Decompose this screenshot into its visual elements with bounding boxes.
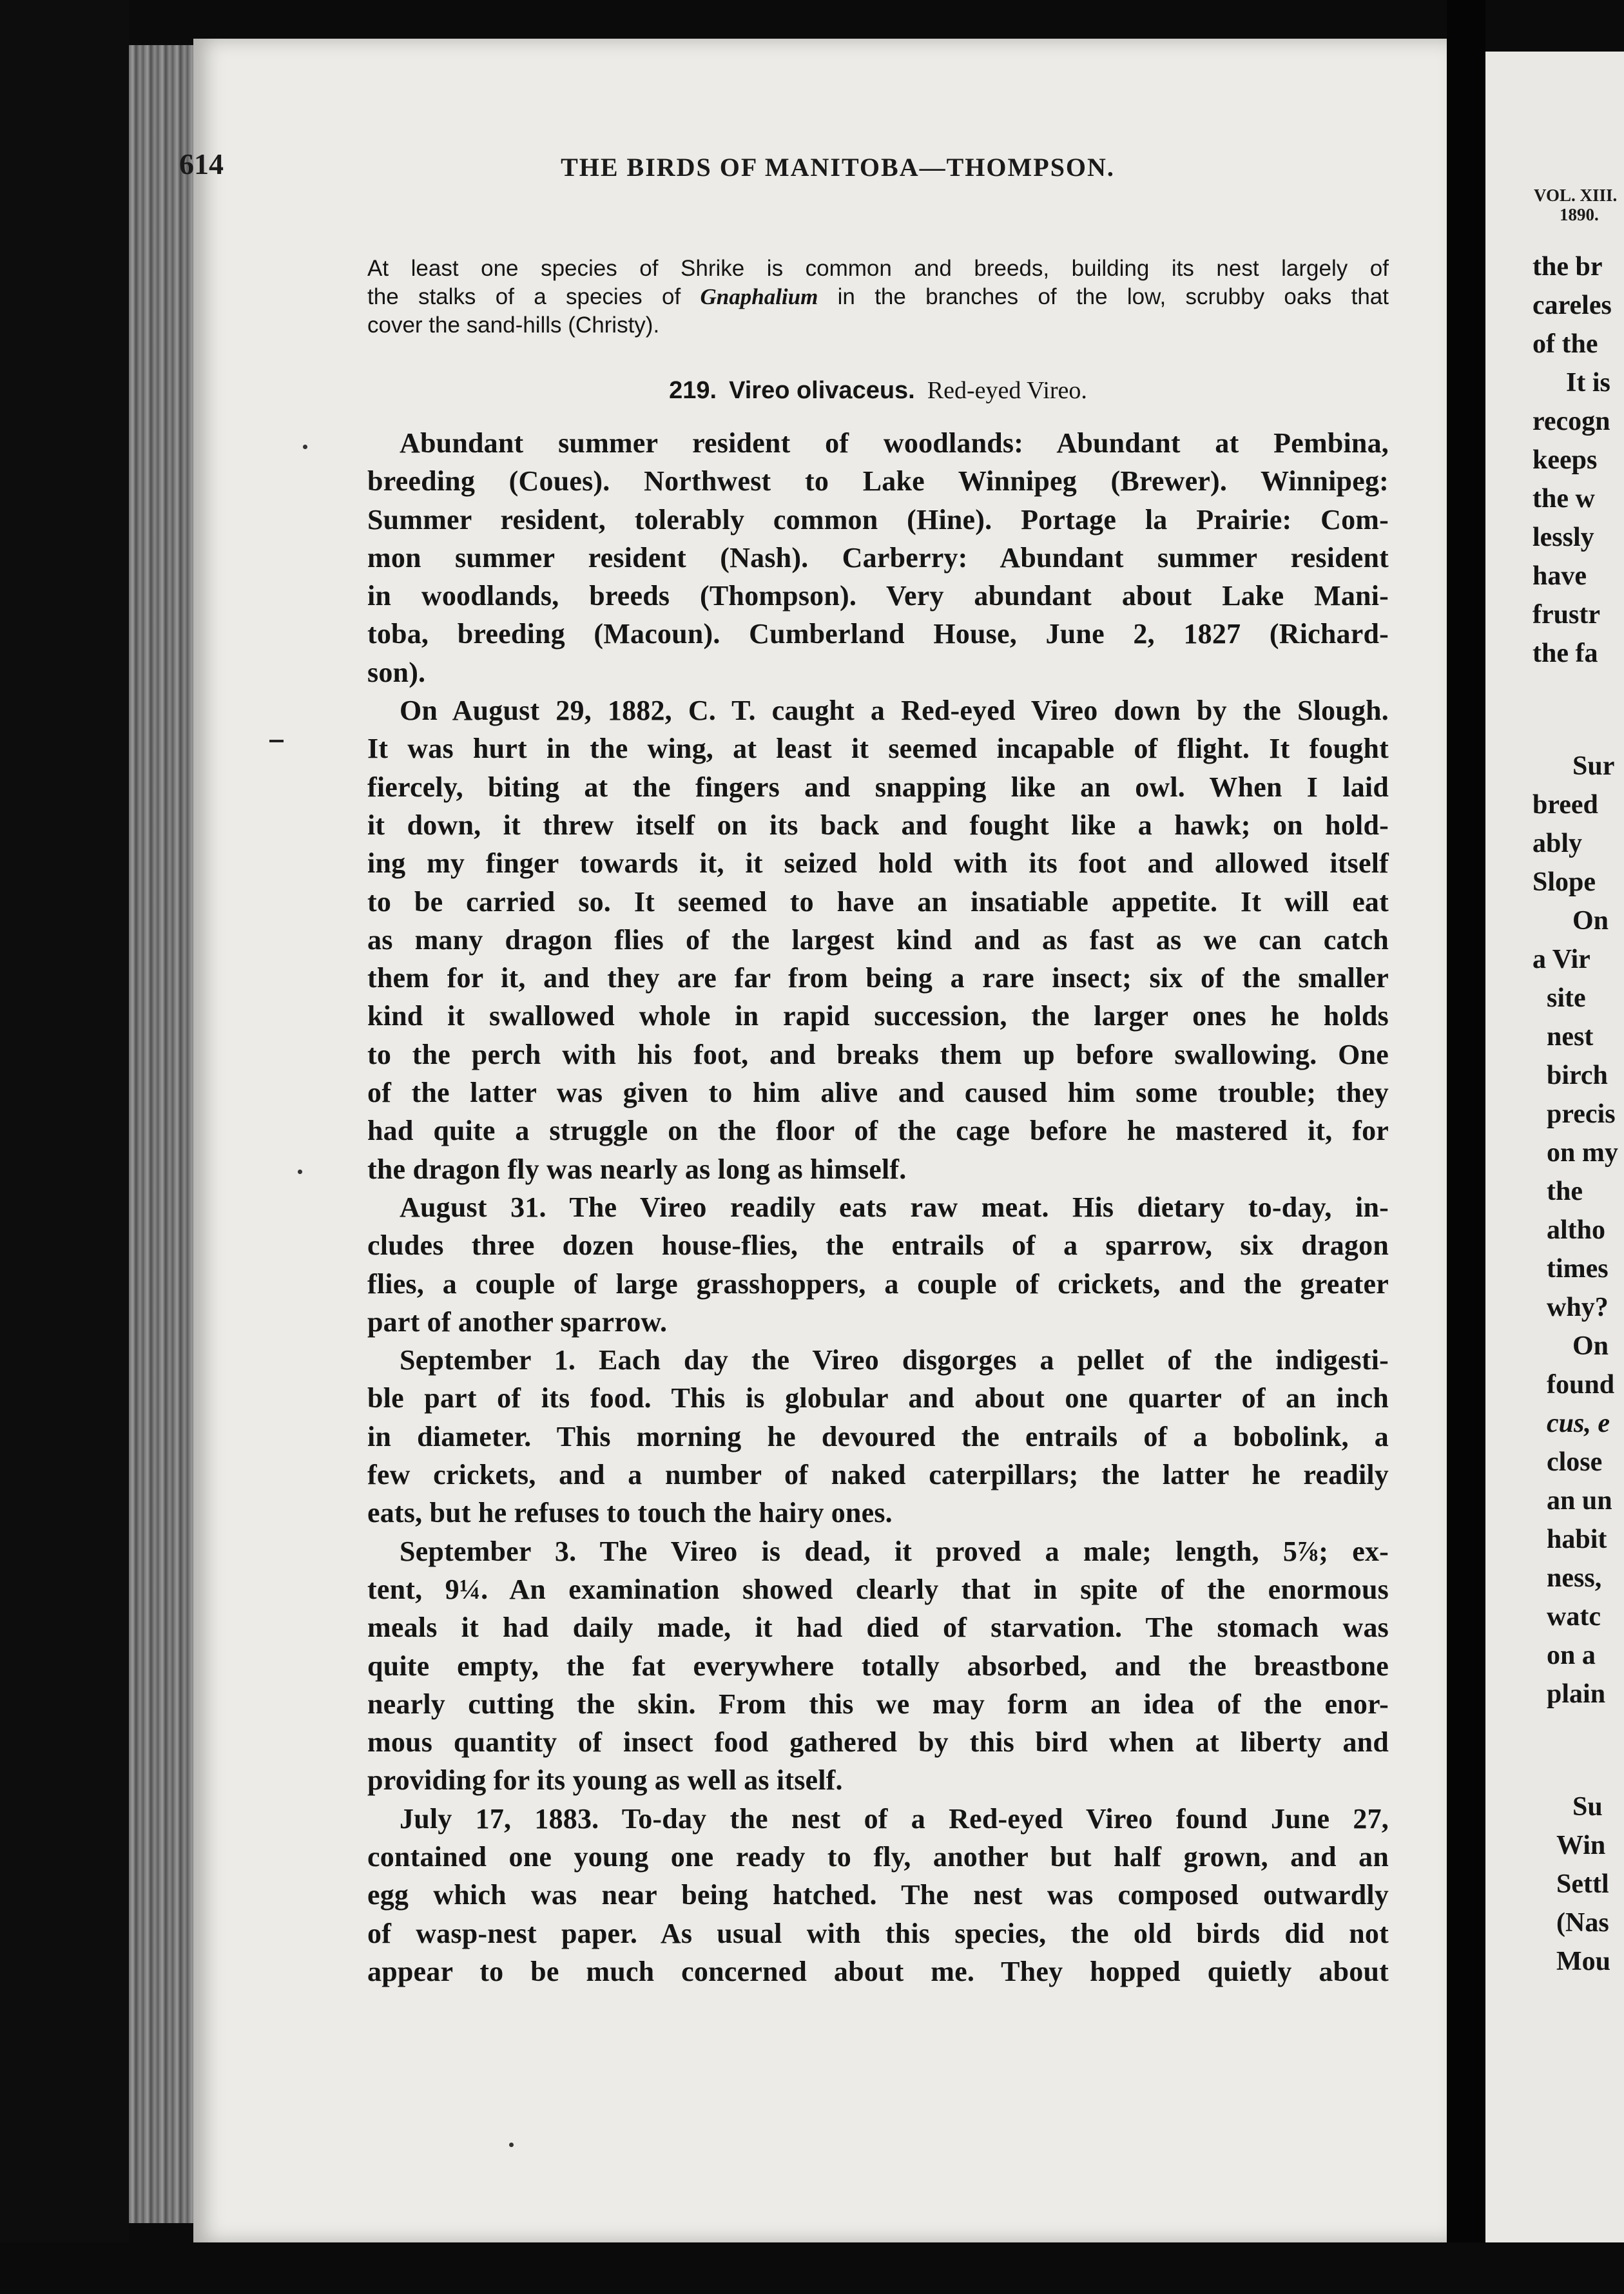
species-common-name: Red-eyed Vireo. [927,377,1087,404]
facing-fragment: habit [1547,1525,1607,1554]
species-heading [367,376,1389,405]
facing-fragment: lessly [1532,523,1594,552]
body-line: tent, 9¼. An examination showed clearly that in spite of the enormous [367,1573,1389,1605]
facing-fragment: why? [1547,1293,1609,1322]
body-line: had quite a struggle on the floor of the cage before he mastered it, for [367,1115,1389,1147]
body-line: them for it, and they are far from being a rare insect; six of the smaller [367,962,1389,994]
facing-fragment: have [1532,561,1587,591]
facing-fragment: On [1572,906,1609,936]
facing-fragment: a Vir [1532,945,1590,974]
facing-fragment: the w [1532,484,1595,514]
body-line: September 1. Each day the Vireo disgorges a pellet of the indigesti- [400,1344,1389,1376]
facing-fragment: site [1547,983,1586,1013]
scan-speck [509,2143,514,2147]
body-line: it down, it threw itself on its back and fought like a hawk; on hold- [367,809,1389,841]
page-number: 614 [179,148,224,180]
intro-text: in the branches of the low, scrubby oaks that [837,284,1389,309]
facing-fragment: birch [1547,1061,1608,1090]
body-line: fiercely, biting at the fingers and snapping like an owl. When I laid [367,771,1389,803]
facing-fragment: times [1547,1254,1609,1284]
margin-mark [269,740,284,742]
facing-volume: VOL. XIII. [1534,186,1618,205]
facing-fragment: an un [1547,1486,1612,1516]
facing-page-header [1534,186,1624,224]
body-line: eats, but he refuses to touch the hairy ones. [367,1497,893,1529]
intro-line: cover the sand-hills (Christy). [367,313,660,338]
species-account [367,424,1389,1990]
body-line: the dragon fly was nearly as long as himself. [367,1153,907,1185]
facing-fragment: on a [1547,1641,1596,1670]
body-line: July 17, 1883. To-day the nest of a Red-eyed Vireo found June 27, [400,1802,1389,1835]
body-line: contained one young one ready to fly, another but half grown, and an [367,1840,1389,1873]
scan-left-margin [0,0,129,2294]
body-line: of wasp-nest paper. As usual with this species, the old birds did not [367,1917,1389,1949]
facing-fragment: the br [1532,252,1603,282]
body-line: mous quantity of insect food gathered by this bird when at liberty and [367,1726,1389,1759]
body-line: August 31. The Vireo readily eats raw meat. His dietary to-day, in- [400,1191,1389,1223]
body-line: mon summer resident (Nash). Carberry: Abundant summer resident [367,541,1389,574]
facing-fragment: the [1547,1177,1583,1206]
body-line: to be carried so. It seemed to have an insatiable appetite. It will eat [367,885,1389,918]
scan-speck [303,445,307,449]
book-gutter [1447,0,1485,2294]
intro-paragraph [367,255,1389,340]
genus-name: Gnaphalium [700,284,818,309]
facing-fragment: close [1547,1447,1603,1477]
facing-fragment: keeps [1532,445,1598,475]
facing-fragment: cus, e [1547,1409,1610,1438]
body-line: providing for its young as well as itself. [367,1764,843,1797]
facing-fragment: watc [1547,1602,1601,1632]
facing-fragment: ably [1532,829,1583,858]
body-line: kind it swallowed whole in rapid succession, the larger ones he holds [367,1000,1389,1032]
species-scientific-name: Vireo olivaceus. [729,377,915,404]
body-line: breeding (Coues). Northwest to Lake Winnipeg (Brewer). Winnipeg: [367,465,1389,497]
scan-speck [298,1170,302,1174]
facing-fragment: found [1547,1370,1615,1400]
body-line: Abundant summer resident of woodlands: Abundant at Pembina, [400,427,1389,459]
facing-fragment: careles [1532,291,1612,320]
facing-fragment: Su [1572,1792,1603,1822]
running-head: THE BIRDS OF MANITOBA—THOMPSON. [561,153,1115,182]
body-line: as many dragon flies of the largest kind and as fast as we can catch [367,923,1389,956]
facing-fragment: breed [1532,790,1598,820]
body-line: flies, a couple of large grasshoppers, a couple of crickets, and the greater [367,1267,1389,1300]
page-edge-stack [129,45,200,2223]
facing-fragment: (Nas [1556,1908,1609,1938]
facing-fragment: of the [1532,329,1598,359]
intro-line [367,283,1389,311]
facing-fragment: Win [1556,1831,1606,1860]
body-line: quite empty, the fat everywhere totally absorbed, and the breastbone [367,1650,1389,1682]
facing-year: 1890. [1560,205,1599,224]
intro-text: the stalks of a species of [367,284,681,309]
body-line: cludes three dozen house-flies, the entrails of a sparrow, six dragon [367,1229,1389,1262]
facing-fragment: recogn [1532,407,1610,436]
facing-fragment: the fa [1532,639,1598,668]
body-line: few crickets, and a number of naked caterpillars; the latter he readily [367,1459,1389,1491]
body-line: September 3. The Vireo is dead, it proved a male; length, 5⅞; ex- [400,1535,1389,1567]
facing-fragment: plain [1547,1679,1606,1709]
body-line: nearly cutting the skin. From this we may form an idea of the enor- [367,1688,1389,1720]
body-line: of the latter was given to him alive and caused him some trouble; they [367,1077,1389,1109]
facing-fragment: Slope [1532,867,1596,897]
facing-fragment: Sur [1572,751,1615,781]
body-line: appear to be much concerned about me. They hopped quietly about [367,1955,1389,1987]
facing-fragment: on my [1547,1138,1618,1168]
intro-line: At least one species of Shrike is common and breeds, building its nest largely of [367,256,1389,281]
body-line: egg which was near being hatched. The nest was composed outwardly [367,1879,1389,1911]
body-line: in diameter. This morning he devoured the entrails of a bobolink, a [367,1420,1389,1452]
body-line: Summer resident, tolerably common (Hine). Portage la Prairie: Com- [367,503,1389,535]
body-line: to the perch with his foot, and breaks them up before swallowing. One [367,1038,1389,1070]
body-line: ing my finger towards it, it seized hold with its foot and allowed itself [367,847,1389,880]
body-line: It was hurt in the wing, at least it seemed incapable of flight. It fought [367,733,1389,765]
body-line: son). [367,656,426,688]
facing-fragment: nest [1547,1022,1594,1052]
facing-fragment: altho [1547,1215,1606,1245]
body-line: meals it had daily made, it had died of starvation. The stomach was [367,1612,1389,1644]
scan-bottom-margin [0,2242,1624,2294]
facing-fragment: ness, [1547,1563,1602,1593]
facing-fragment: On [1572,1331,1609,1361]
body-line: On August 29, 1882, C. T. caught a Red-eyed Vireo down by the Slough. [400,695,1389,727]
body-line: in woodlands, breeds (Thompson). Very abundant about Lake Mani- [367,580,1389,612]
body-line: ble part of its food. This is globular and about one quarter of an inch [367,1382,1389,1414]
facing-fragment: frustr [1532,600,1600,630]
body-line: part of another sparrow. [367,1306,668,1338]
facing-fragment: It is [1566,368,1610,398]
facing-fragment: precis [1547,1099,1616,1129]
facing-fragment: Mou [1556,1947,1610,1976]
body-line: toba, breeding (Macoun). Cumberland House, June 2, 1827 (Richard- [367,618,1389,650]
species-number: 219. [669,377,717,404]
facing-fragment: Settl [1556,1869,1609,1899]
